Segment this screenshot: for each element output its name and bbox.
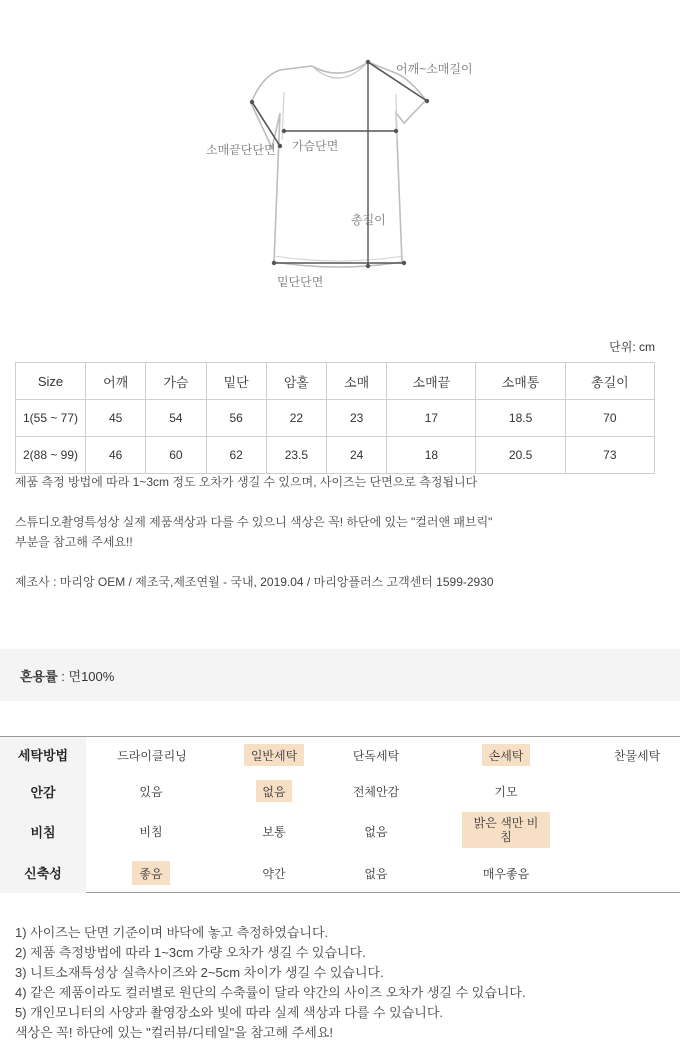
table-row	[16, 437, 655, 474]
table-row	[16, 400, 655, 437]
table-header-cell: 어깨	[86, 363, 146, 400]
note-color: 스튜디오촬영특성상 실제 제품색상과 다를 수 있으니 색상은 꼭! 하단에 있는 "컬러앤 패브릭"	[15, 515, 493, 529]
table-cell: 18	[387, 437, 476, 474]
note-measurement: 제품 측정 방법에 따라 1~3cm 정도 오차가 생길 수 있으며, 사이즈는 단면으로 측정됩니다	[15, 475, 478, 489]
table-cell: 62	[206, 437, 266, 474]
size-guide-footnotes	[15, 923, 526, 1043]
table-cell: 20.5	[476, 437, 565, 474]
table-cell: 23.5	[266, 437, 326, 474]
size-table	[15, 362, 655, 474]
table-header-cell: 밑단	[206, 363, 266, 400]
fabric-composition	[0, 649, 680, 701]
footnote-line: 1) 사이즈는 단면 기준이며 바닥에 놓고 측정하였습니다.	[15, 925, 329, 940]
table-header-cell: 가슴	[146, 363, 206, 400]
product-notes	[15, 472, 665, 592]
table-header-row	[16, 363, 655, 400]
care-option: 기모	[494, 784, 518, 799]
care-option: 약간	[262, 866, 286, 881]
label-chest-width: 가슴단면	[292, 139, 339, 153]
footnote-line: 3) 니트소재특성상 실측사이즈와 2~5cm 차이가 생길 수 있습니다.	[15, 965, 384, 980]
care-option-selected: 밝은 색만 비침	[462, 812, 550, 848]
table-cell: 22	[266, 400, 326, 437]
measurement-diagram	[0, 0, 680, 300]
table-header-cell: Size	[16, 363, 86, 400]
table-cell: 23	[327, 400, 387, 437]
care-row-label: 안감	[0, 772, 86, 810]
table-header-cell: 소매	[327, 363, 387, 400]
care-row-label: 비침	[0, 810, 86, 852]
care-option: 비침	[139, 824, 163, 839]
care-option: 단독세탁	[352, 748, 400, 763]
care-row-label: 신축성	[0, 852, 86, 893]
fabric-label: 혼용률	[20, 669, 58, 684]
table-header-cell: 소매끝	[387, 363, 476, 400]
footnote-line: 5) 개인모니터의 사양과 촬영장소와 빛에 따라 실제 색상과 다를 수 있습니다.	[15, 1005, 444, 1020]
care-option: 없음	[364, 824, 388, 839]
label-total-length: 총길이	[351, 213, 386, 227]
footnote-line: 색상은 꼭! 하단에 있는 "컬러뷰/디테일"을 참고해 주세요!	[15, 1025, 334, 1040]
table-cell: 45	[86, 400, 146, 437]
care-option: 없음	[364, 866, 388, 881]
table-cell: 24	[327, 437, 387, 474]
note-color-cont: 부분을 참고해 주세요!!	[15, 535, 133, 549]
table-cell: 2(88 ~ 99)	[16, 437, 86, 474]
footnote-line: 2) 제품 측정방법에 따라 1~3cm 가량 오차가 생길 수 있습니다.	[15, 945, 366, 960]
table-cell: 18.5	[476, 400, 565, 437]
tshirt-outline-illustration	[0, 0, 680, 300]
care-option-selected: 없음	[256, 780, 292, 802]
note-manufacturer: 제조사 : 마리앙 OEM / 제조국,제조연월 - 국내, 2019.04 / 마리앙플러스 고객센터 1599-2930	[15, 575, 494, 589]
table-cell: 1(55 ~ 77)	[16, 400, 86, 437]
care-option-selected: 손세탁	[482, 744, 530, 766]
care-row-label: 세탁방법	[0, 737, 86, 772]
care-option-selected: 좋음	[132, 861, 170, 885]
table-header-cell: 총길이	[565, 363, 654, 400]
footnote-line: 4) 같은 제품이라도 컬러별로 원단의 수축률이 달라 약간의 사이즈 오차가 생길 수 있습니다.	[15, 985, 526, 1000]
table-cell: 54	[146, 400, 206, 437]
care-table	[0, 736, 680, 893]
unit-label: 단위: cm	[609, 340, 655, 354]
table-cell: 17	[387, 400, 476, 437]
care-option-selected: 일반세탁	[244, 744, 304, 766]
label-hem-width: 밑단단면	[277, 275, 324, 289]
care-option: 있음	[139, 784, 163, 799]
table-cell: 60	[146, 437, 206, 474]
table-cell: 70	[565, 400, 654, 437]
table-cell: 46	[86, 437, 146, 474]
care-option: 찬물세탁	[613, 748, 661, 763]
table-header-cell: 소매통	[476, 363, 565, 400]
care-option: 전체안감	[352, 784, 400, 799]
table-cell: 73	[565, 437, 654, 474]
label-sleeve-end-width: 소매끝단단면	[206, 143, 276, 157]
label-shoulder-sleeve-length: 어깨~소매길이	[396, 62, 473, 76]
fabric-value: : 면100%	[57, 669, 115, 684]
care-option: 매우좋음	[482, 866, 530, 881]
table-cell: 56	[206, 400, 266, 437]
care-option: 드라이클리닝	[117, 748, 187, 763]
care-option: 보통	[262, 824, 286, 839]
table-header-cell: 암홀	[266, 363, 326, 400]
